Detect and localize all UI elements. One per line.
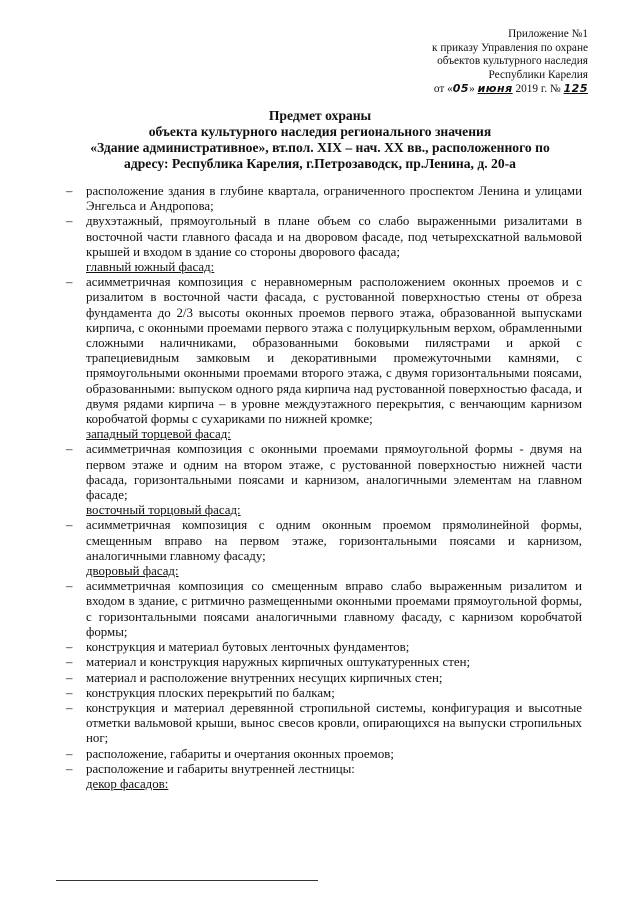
- dash-marker: –: [66, 670, 73, 685]
- document-body: [66, 184, 582, 792]
- dash-marker: –: [66, 518, 73, 533]
- title-line-1: Предмет охраны: [268, 108, 372, 123]
- subheading-south-facade: главный южный фасад:: [86, 260, 215, 275]
- title-line-2: объекта культурного наследия регионального значения: [148, 124, 492, 139]
- list-item: – двухэтажный, прямоугольный в плане объем со слабо выраженными ризалитами в восточной части главного фасада и на дворовом фасаде, под четырехскатной вальмовой крышей и входом в здание со стороны дворового фасада;: [66, 214, 582, 259]
- dash-marker: –: [66, 579, 73, 594]
- region-line: Республики Карелия: [488, 68, 588, 81]
- order-line: к приказу Управления по охране: [432, 41, 588, 54]
- footer-rule: [56, 880, 318, 881]
- dash-marker: –: [66, 184, 73, 198]
- date-day: 05: [452, 82, 470, 96]
- dash-marker: –: [66, 214, 73, 229]
- date-year: 2019 г. №: [515, 83, 561, 96]
- subheading-west-facade: западный торцевой фасад:: [86, 427, 231, 442]
- list-item: – асимметричная композиция со смещенным вправо слабо выраженным ризалитом и входом в здание, с ритмично размещенными оконными проемами прямоугольной формы, с горизонтальными поясами аналогичными главному фасаду, с карнизом коробчатой формы;: [66, 579, 582, 639]
- subheading-yard-facade: дворовый фасад:: [86, 564, 179, 579]
- dash-marker: –: [66, 655, 73, 670]
- list-item: – асимметричная композиция с оконными проемами прямоугольной формы - двумя на первом этаже и одним на втором этаже, с рустованной поверхностью нижней части фасада, горизонтальными поясами и карнизом, аналогичными элементам на главном фасаде;: [66, 442, 582, 503]
- document-title: [70, 108, 570, 172]
- list-item: – конструкция плоских перекрытий по балкам;: [66, 685, 335, 700]
- list-item: – расположение здания в глубине квартала, ограниченного проспектом Ленина и улицами Энгельса и Андропова;: [66, 184, 582, 214]
- dash-marker: –: [66, 275, 73, 290]
- org-line: объектов культурного наследия: [437, 55, 588, 68]
- list-item: – расположение и габариты внутренней лестницы:: [66, 761, 355, 776]
- appendix-title: Приложение №1: [508, 28, 588, 40]
- date-mid: »: [469, 83, 475, 96]
- subheading-east-facade: восточный торцовый фасад:: [86, 503, 241, 518]
- list-item: – материал и конструкция наружных кирпичных оштукатуренных стен;: [66, 655, 471, 670]
- date-line: [432, 82, 588, 97]
- title-line-3: «Здание административное», вт.пол. XIX – нач. XX вв., расположенного по: [90, 140, 550, 155]
- list-item: – асимметричная композиция с неравномерным расположением оконных проемов и с ризалитом в восточной части фасада, с рустованной поверхностью стены от обреза фундамента до 2/3 высоты оконных проемов первого этажа, образованной выпусками кирпича, с оконными проемами первого этажа с полуциркульным верхом, обрамленными сложными наличниками, образованными боковыми пилястрами и аркой с трапециевидным замковым и декоративными промежуточными камнями, с прямоугольными оконными проемами второго этажа, с двумя горизонтальными поясами, образованными: выпуском одного ряда кирпича над рустованной поверхностью фасада, и двумя рядами кирпича – в уровне междуэтажного перекрытия, с венчающим карнизом коробчатой формы с сухариками по нижней кромке;: [66, 275, 582, 427]
- subheading-decor: декор фасадов:: [86, 776, 169, 791]
- doc-number: 125: [563, 82, 588, 96]
- dash-marker: –: [66, 685, 73, 700]
- appendix-header: [432, 28, 588, 97]
- list-item: – конструкция и материал бутовых ленточных фундаментов;: [66, 640, 410, 655]
- dash-marker: –: [66, 700, 73, 715]
- list-item: – расположение, габариты и очертания оконных проемов;: [66, 746, 394, 761]
- dash-marker: –: [66, 640, 73, 655]
- dash-marker: –: [66, 746, 73, 761]
- list-item: – конструкция и материал деревянной стропильной системы, конфигурация и высотные отметки вальмовой крыши, вынос свесов кровли, опирающихся на выпуски стропильных ног;: [66, 700, 582, 746]
- date-prefix: от «: [433, 83, 453, 96]
- list-item: – материал и расположение внутренних несущих кирпичных стен;: [66, 670, 443, 685]
- date-month: июня: [477, 82, 513, 96]
- dash-marker: –: [66, 761, 73, 776]
- title-line-4: адресу: Республика Карелия, г.Петрозаводск, пр.Ленина, д. 20-а: [124, 156, 516, 171]
- list-item: – асимметричная композиция с одним оконным проемом прямолинейной формы, смещенным вправо на первом этаже, горизонтальными поясами и карнизом, аналогичными главному фасаду;: [66, 518, 582, 563]
- dash-marker: –: [66, 442, 73, 457]
